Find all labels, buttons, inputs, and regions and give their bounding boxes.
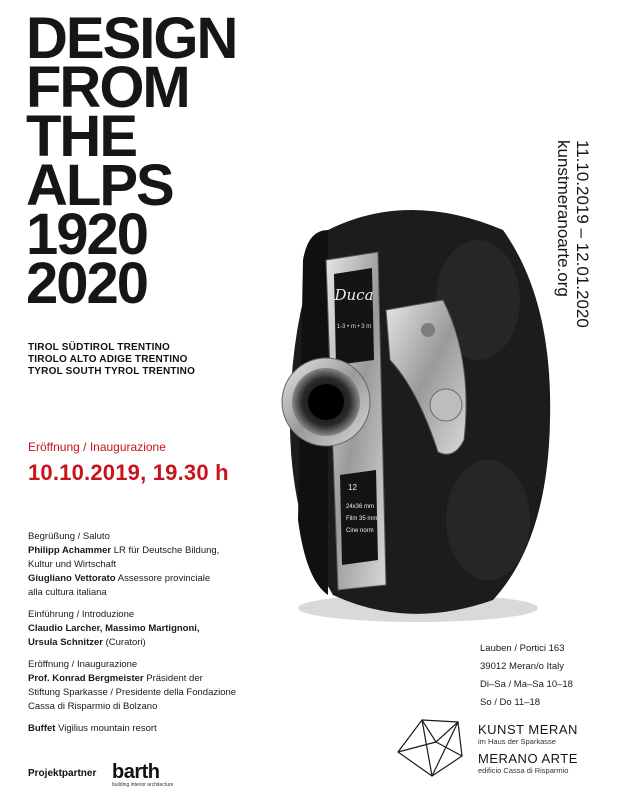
address-line: Lauben / Portici 163	[480, 643, 565, 654]
title-line: FROM	[26, 55, 189, 120]
opening-label: Eröffnung / Inaugurazione	[28, 440, 166, 454]
speaker-role: alla cultura italiana	[28, 587, 107, 598]
museum-name-de: KUNST MERAN	[478, 722, 578, 737]
partner-logo-tagline: building interior architecture	[112, 782, 174, 788]
curator-names: Ursula Schnitzer	[28, 637, 103, 648]
buffet-label: Buffet	[28, 723, 56, 734]
title-line: 1920	[26, 202, 148, 267]
speaker-role: Kultur und Wirtschaft	[28, 559, 117, 570]
partner-logo	[112, 762, 173, 788]
speaker-role: Cassa di Risparmio di Bolzano	[28, 701, 158, 712]
region-line: TIROLO ALTO ADIGE TRENTINO	[28, 354, 188, 365]
exhibition-period: 11.10.2019 – 12.01.2020	[573, 140, 592, 328]
title-line: THE	[26, 104, 136, 169]
program-introduction	[28, 608, 328, 650]
camera-screw	[421, 323, 435, 337]
program-opening	[28, 658, 328, 714]
address-line: 39012 Meran/o Italy	[480, 661, 564, 672]
title-line: 2020	[26, 251, 148, 316]
camera-key-hole	[430, 389, 462, 421]
website-url: kunstmeranoarte.org	[554, 140, 573, 297]
title-line: ALPS	[26, 153, 173, 218]
camera-iso: Cine norm	[346, 528, 374, 534]
opening-hours: Di–Sa / Ma–Sa 10–18	[480, 679, 573, 690]
museum-name	[478, 722, 578, 776]
kunst-meran-wireframe-icon	[392, 712, 466, 780]
program	[28, 530, 328, 744]
camera-lens-center	[308, 384, 344, 420]
partner-logo-word: barth	[112, 761, 160, 783]
exhibition-title	[26, 6, 237, 316]
museum-name-it: MERANO ARTE	[478, 751, 578, 766]
camera-film: 24x36 mm	[346, 504, 375, 510]
camera-mark: P	[358, 281, 364, 288]
museum-sub-it: edificio Cassa di Risparmio	[478, 766, 569, 775]
partner-label: Projektpartner	[28, 768, 97, 779]
region-line: TIROL SÜDTIROL TRENTINO	[28, 342, 171, 353]
opening-heading: Eröffnung / Inaugurazione	[28, 659, 138, 670]
program-greeting	[28, 530, 328, 600]
camera-label-panel	[334, 268, 374, 365]
program-buffet	[28, 722, 328, 736]
speaker-name: Giugliano Vettorato	[28, 573, 116, 584]
camera-scale: 1-3 • m • 3 m	[336, 324, 372, 330]
camera-bottom-knob	[446, 460, 530, 580]
camera-brand: Duca	[334, 286, 374, 304]
speaker-role: LR für Deutsche Bildung,	[111, 545, 220, 556]
camera-film-2: Film 35 mm	[346, 516, 378, 522]
regions-list	[28, 342, 195, 378]
museum-address	[480, 640, 573, 712]
speaker-role: Stiftung Sparkasse / Presidente della Fondazione	[28, 687, 237, 698]
curators-label: (Curatori)	[102, 637, 146, 648]
opening-hours: So / Do 11–18	[480, 697, 541, 708]
vertical-dates	[554, 140, 592, 400]
speaker-role: Assessore provinciale	[115, 573, 211, 584]
museum-sub-de: im Haus der Sparkasse	[478, 737, 556, 746]
speaker-name: Philipp Achammer	[28, 545, 112, 556]
buffet-text: Vigilius mountain resort	[55, 723, 157, 734]
camera-size: 12	[348, 483, 357, 492]
region-line: TYROL SOUTH TYROL TRENTINO	[28, 366, 196, 377]
greeting-heading: Begrüßung / Saluto	[28, 531, 110, 542]
speaker-role: Präsident der	[143, 673, 203, 684]
curator-names: Claudio Larcher, Massimo Martignoni,	[28, 623, 200, 634]
introduction-heading: Einführung / Introduzione	[28, 609, 135, 620]
speaker-name: Prof. Konrad Bergmeister	[28, 673, 144, 684]
title-line: DESIGN	[26, 6, 237, 71]
opening-date: 10.10.2019, 19.30 h	[28, 460, 229, 485]
